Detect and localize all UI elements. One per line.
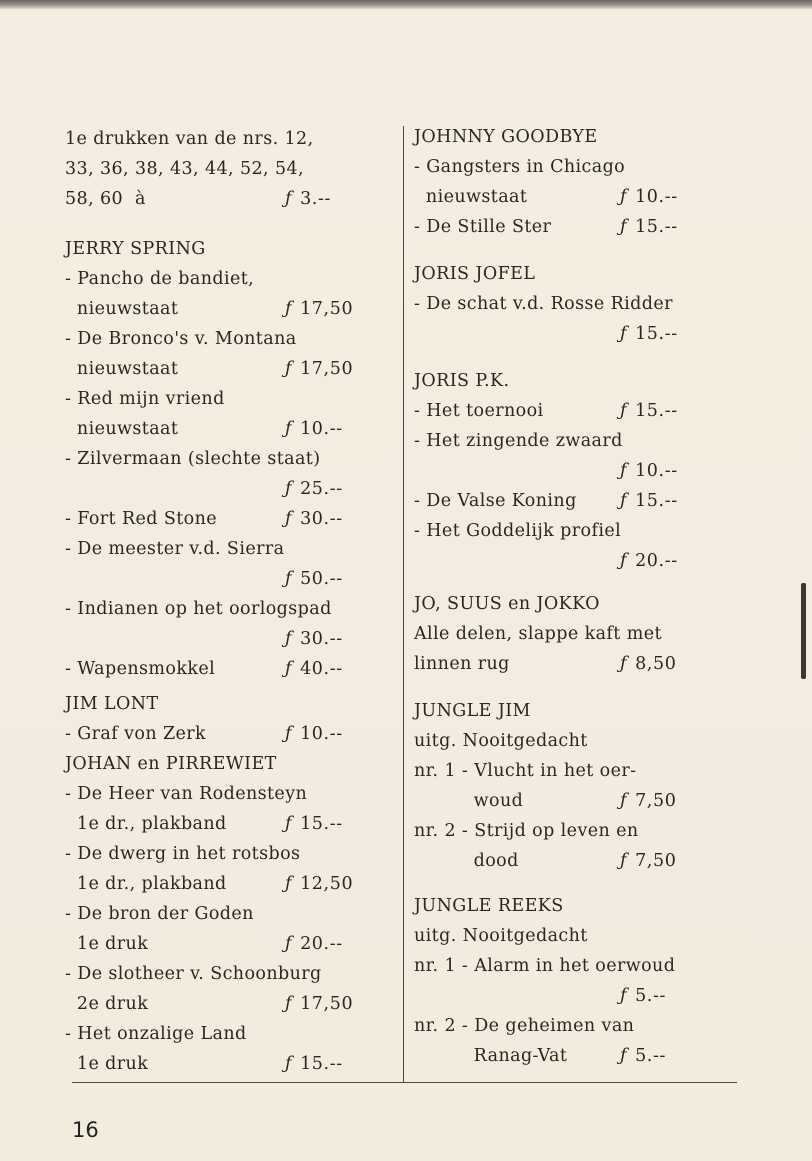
price-value: 5.-- <box>635 1046 667 1066</box>
entry-text: 1e druk <box>65 934 149 954</box>
currency-symbol: ƒ <box>285 659 293 679</box>
price-value: 20.-- <box>300 934 343 954</box>
entry-text: - Zilvermaan (slechte staat) <box>65 449 321 469</box>
price-value: 15.-- <box>635 401 678 421</box>
entry-price <box>285 1053 343 1075</box>
entry-text: nieuwstaat <box>414 187 528 207</box>
price-value: 40.-- <box>300 659 343 679</box>
currency-symbol: ƒ <box>285 1054 293 1074</box>
binding-mark <box>801 583 806 679</box>
entry-text: - Pancho de bandiet, <box>65 269 255 289</box>
entry-price <box>285 188 331 210</box>
currency-symbol: ƒ <box>620 401 628 421</box>
entry-text: nieuwstaat <box>65 359 179 379</box>
price-value: 10.-- <box>635 187 678 207</box>
column-divider <box>403 126 404 1082</box>
currency-symbol: ƒ <box>285 934 293 954</box>
currency-symbol: ƒ <box>285 629 293 649</box>
currency-symbol: ƒ <box>620 551 628 571</box>
price-value: 15.-- <box>635 324 678 344</box>
entry-text: Ranag-Vat <box>414 1046 568 1066</box>
price-value: 30.-- <box>300 509 343 529</box>
currency-symbol: ƒ <box>620 324 628 344</box>
entry-price <box>285 508 343 530</box>
entry-text: - Het Goddelijk profiel <box>414 521 622 541</box>
currency-symbol: ƒ <box>285 419 293 439</box>
currency-symbol: ƒ <box>620 461 628 481</box>
currency-symbol: ƒ <box>620 791 628 811</box>
entry-price <box>620 216 678 238</box>
entry-price <box>620 1045 666 1067</box>
price-value: 7,50 <box>635 851 677 871</box>
entry-price <box>285 568 343 590</box>
entry-text: nr. 2 - De geheimen van <box>414 1016 635 1036</box>
entry-text: - Graf von Zerk <box>65 724 207 744</box>
price-value: 15.-- <box>635 217 678 237</box>
currency-symbol: ƒ <box>285 189 293 209</box>
entry-price <box>285 658 343 680</box>
price-value: 15.-- <box>300 814 343 834</box>
entry-text: nieuwstaat <box>65 419 179 439</box>
entry-price <box>620 323 678 345</box>
entry-text: - Red mijn vriend <box>65 389 225 409</box>
currency-symbol: ƒ <box>620 654 628 674</box>
price-value: 10.-- <box>300 419 343 439</box>
entry-price <box>285 993 353 1015</box>
entry-price <box>620 550 678 572</box>
entry-text: 1e dr., plakband <box>65 874 227 894</box>
entry-text: - Wapensmokkel <box>65 659 216 679</box>
entry-text: - De slotheer v. Schoonburg <box>65 964 322 984</box>
entry-text: JUNGLE REEKS <box>414 896 564 916</box>
price-value: 5.-- <box>635 986 667 1006</box>
price-value: 17,50 <box>300 994 354 1014</box>
entry-text: Alle delen, slappe kaft met <box>414 624 662 644</box>
entry-text: 58, 60 à <box>65 189 146 209</box>
entry-text: JIM LONT <box>65 694 159 714</box>
currency-symbol: ƒ <box>620 986 628 1006</box>
price-value: 30.-- <box>300 629 343 649</box>
currency-symbol: ƒ <box>285 724 293 744</box>
entry-price <box>285 478 343 500</box>
entry-text: - De schat v.d. Rosse Ridder <box>414 294 673 314</box>
currency-symbol: ƒ <box>620 187 628 207</box>
entry-text: - De meester v.d. Sierra <box>65 539 285 559</box>
currency-symbol: ƒ <box>620 491 628 511</box>
entry-text: JUNGLE JIM <box>414 701 531 721</box>
entry-text: JORIS JOFEL <box>414 264 536 284</box>
entry-price <box>285 628 343 650</box>
entry-text: - Het onzalige Land <box>65 1024 247 1044</box>
entry-text: JOHNNY GOODBYE <box>414 127 598 147</box>
entry-text: JO, SUUS en JOKKO <box>414 594 600 614</box>
entry-price <box>620 186 678 208</box>
currency-symbol: ƒ <box>285 814 293 834</box>
entry-price <box>285 358 353 380</box>
entry-text: uitg. Nooitgedacht <box>414 731 588 751</box>
price-value: 17,50 <box>300 299 354 319</box>
entry-text: - De Stille Ster <box>414 217 552 237</box>
entry-text: - De Heer van Rodensteyn <box>65 784 308 804</box>
entry-price <box>620 653 676 675</box>
entry-text: - Gangsters in Chicago <box>414 157 626 177</box>
entry-text: 2e druk <box>65 994 149 1014</box>
price-value: 17,50 <box>300 359 354 379</box>
entry-price <box>285 933 343 955</box>
entry-text: - Het toernooi <box>414 401 544 421</box>
entry-price <box>285 813 343 835</box>
entry-text: - De bron der Goden <box>65 904 254 924</box>
currency-symbol: ƒ <box>620 1046 628 1066</box>
entry-price <box>285 873 353 895</box>
entry-price <box>620 400 678 422</box>
entry-price <box>285 723 343 745</box>
entry-text: nr. 1 - Alarm in het oerwoud <box>414 956 676 976</box>
currency-symbol: ƒ <box>285 874 293 894</box>
entry-price <box>285 298 353 320</box>
entry-text: JOHAN en PIRREWIET <box>65 754 277 774</box>
entry-price <box>620 790 676 812</box>
price-value: 15.-- <box>300 1054 343 1074</box>
entry-price <box>620 490 678 512</box>
currency-symbol: ƒ <box>285 994 293 1014</box>
page-number: 16 <box>72 1118 99 1142</box>
entry-price <box>285 418 343 440</box>
entry-text: nr. 1 - Vlucht in het oer- <box>414 761 637 781</box>
price-value: 20.-- <box>635 551 678 571</box>
price-value: 10.-- <box>300 724 343 744</box>
price-value: 8,50 <box>635 654 677 674</box>
price-value: 12,50 <box>300 874 354 894</box>
entry-text: uitg. Nooitgedacht <box>414 926 588 946</box>
entry-text: woud <box>414 791 524 811</box>
price-value: 10.-- <box>635 461 678 481</box>
currency-symbol: ƒ <box>285 479 293 499</box>
entry-text: dood <box>414 851 519 871</box>
entry-text: - De Valse Koning <box>414 491 577 511</box>
entry-text: - De dwerg in het rotsbos <box>65 844 301 864</box>
price-value: 3.-- <box>300 189 332 209</box>
entry-text: - Het zingende zwaard <box>414 431 623 451</box>
entry-text: JERRY SPRING <box>65 239 206 259</box>
entry-price <box>620 850 676 872</box>
currency-symbol: ƒ <box>285 359 293 379</box>
footer-rule <box>72 1082 737 1083</box>
entry-price <box>620 985 666 1007</box>
entry-text: JORIS P.K. <box>414 371 510 391</box>
page-top-edge <box>0 0 812 9</box>
entry-text: 1e dr., plakband <box>65 814 227 834</box>
currency-symbol: ƒ <box>285 299 293 319</box>
entry-text: - De Bronco's v. Montana <box>65 329 297 349</box>
price-value: 15.-- <box>635 491 678 511</box>
entry-text: - Fort Red Stone <box>65 509 218 529</box>
entry-price <box>620 460 678 482</box>
price-value: 50.-- <box>300 569 343 589</box>
entry-text: linnen rug <box>414 654 510 674</box>
entry-text: nr. 2 - Strijd op leven en <box>414 821 639 841</box>
entry-text: 1e druk <box>65 1054 149 1074</box>
entry-text: 33, 36, 38, 43, 44, 52, 54, <box>65 159 304 179</box>
price-value: 25.-- <box>300 479 343 499</box>
currency-symbol: ƒ <box>620 217 628 237</box>
entry-text: 1e drukken van de nrs. 12, <box>65 129 314 149</box>
currency-symbol: ƒ <box>285 509 293 529</box>
price-value: 7,50 <box>635 791 677 811</box>
currency-symbol: ƒ <box>620 851 628 871</box>
entry-text: nieuwstaat <box>65 299 179 319</box>
entry-text: - Indianen op het oorlogspad <box>65 599 332 619</box>
currency-symbol: ƒ <box>285 569 293 589</box>
